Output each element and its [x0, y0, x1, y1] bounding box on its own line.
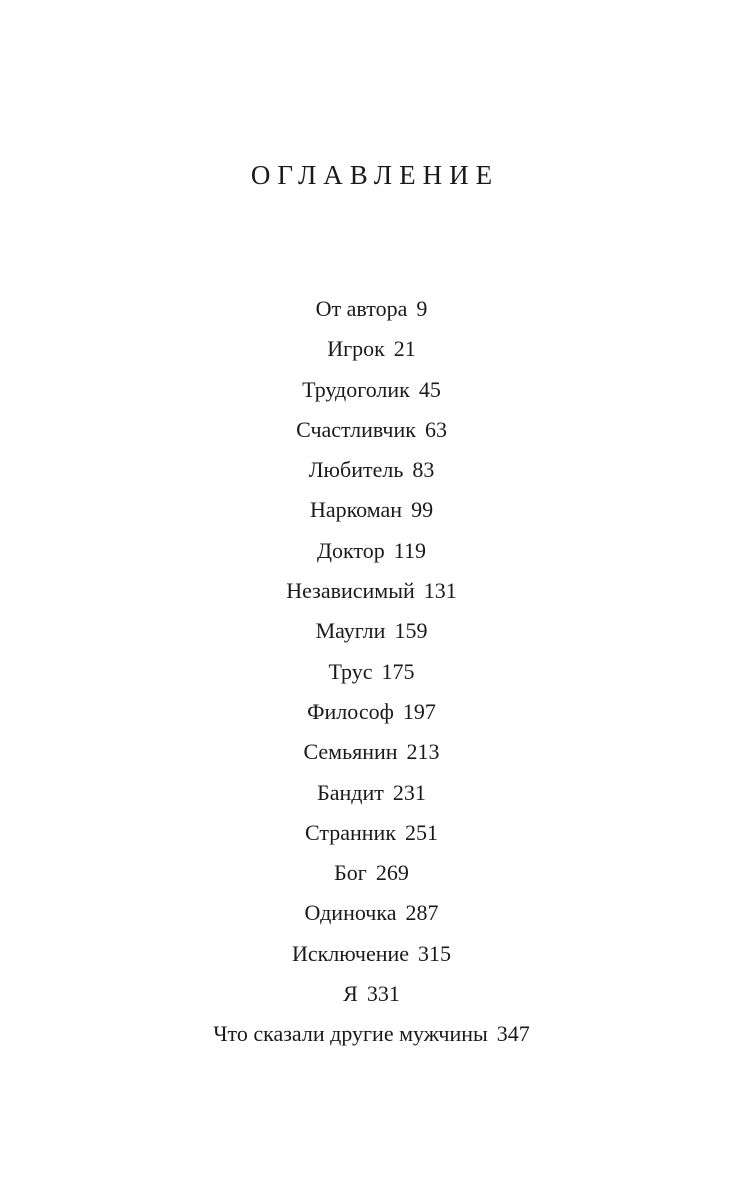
toc-entry-page: 99 — [411, 497, 434, 523]
toc-entry-label: Трудоголик — [302, 376, 410, 402]
toc-entry-label: Счастливчик — [296, 416, 416, 442]
toc-entry-page: 331 — [366, 981, 400, 1007]
toc-entry — [0, 289, 743, 329]
toc-entry-label: Исключение — [291, 940, 410, 966]
toc-entry-label: Философ — [307, 698, 394, 724]
toc-entry-page: 315 — [418, 940, 452, 966]
toc-entry — [0, 652, 743, 692]
toc-entry-page: 131 — [423, 578, 457, 604]
toc-entry-label: Семьянин — [303, 739, 398, 765]
toc-entry-page: 213 — [406, 739, 440, 765]
toc-entry-page: 83 — [412, 457, 435, 483]
toc-entry-label: Бандит — [317, 779, 384, 805]
toc-entry-label: Наркоман — [309, 497, 403, 523]
toc-entry-page: 197 — [402, 698, 436, 724]
toc-entry-label: Что сказали другие мужчины — [213, 1021, 488, 1047]
toc-entry — [0, 370, 743, 410]
toc-entry — [0, 732, 743, 772]
table-of-contents — [0, 289, 743, 1055]
toc-entry-page: 347 — [496, 1021, 530, 1047]
toc-entry-label: Странник — [304, 819, 397, 845]
toc-entry — [0, 450, 743, 490]
toc-entry-label: Я — [343, 981, 358, 1007]
toc-entry-label: Игрок — [327, 336, 385, 362]
toc-entry-label: Любитель — [308, 457, 404, 483]
toc-entry-label: От автора — [315, 296, 408, 321]
toc-entry — [0, 571, 743, 611]
page-title: ОГЛАВЛЕНИЕ — [250, 160, 500, 190]
toc-entry-label: Независимый — [286, 578, 415, 604]
toc-entry — [0, 329, 743, 369]
toc-entry-page: 287 — [405, 900, 439, 926]
toc-entry — [0, 531, 743, 571]
toc-entry-page: 175 — [381, 658, 415, 684]
toc-entry-label: Бог — [334, 860, 367, 886]
toc-entry-page: 231 — [392, 779, 426, 805]
toc-entry — [0, 974, 743, 1014]
toc-entry-page: 63 — [424, 416, 447, 442]
toc-entry — [0, 611, 743, 651]
toc-entry — [0, 853, 743, 893]
toc-entry-page: 21 — [393, 336, 416, 362]
toc-entry-label: Трус — [328, 658, 373, 684]
toc-entry-label: Маугли — [315, 618, 386, 644]
toc-entry-page: 269 — [375, 860, 409, 886]
toc-entry-page: 9 — [416, 296, 428, 321]
toc-entry-page: 251 — [405, 819, 439, 845]
toc-entry-page: 159 — [394, 618, 428, 644]
toc-entry — [0, 1014, 743, 1054]
toc-entry — [0, 410, 743, 450]
toc-entry — [0, 490, 743, 530]
toc-entry — [0, 692, 743, 732]
toc-entry — [0, 813, 743, 853]
toc-entry-label: Одиночка — [304, 900, 397, 926]
toc-entry — [0, 773, 743, 813]
toc-entry-label: Доктор — [317, 537, 385, 563]
toc-entry-page: 45 — [418, 376, 441, 402]
toc-entry — [0, 893, 743, 933]
toc-entry-page: 119 — [393, 537, 426, 563]
toc-entry — [0, 934, 743, 974]
